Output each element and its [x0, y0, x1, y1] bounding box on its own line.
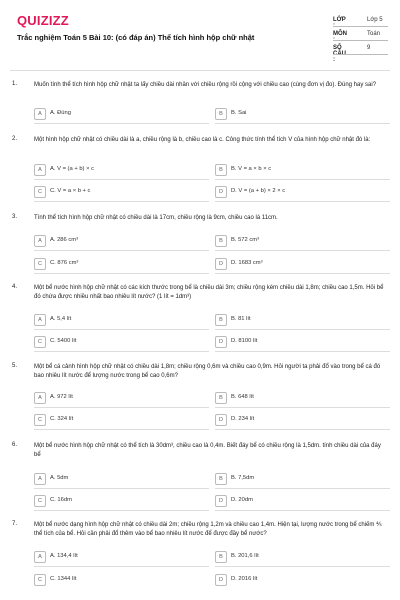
option-text: B. 572 cm³	[231, 237, 260, 243]
option-c[interactable]	[34, 186, 204, 198]
option-letter: C	[34, 258, 46, 270]
option-letter: A	[34, 108, 46, 120]
option-d[interactable]	[215, 186, 385, 198]
meta-divider	[333, 26, 388, 27]
option-d[interactable]	[215, 495, 385, 507]
option-text: C. 16dm	[50, 497, 72, 503]
question-text: Một bể nước hình hộp chữ nhật có các kích thước trong bể là chiều dài 3m; chiều rộng kém chiều dài 1,8m; chiều cao 1,5m. Hỏi bể đó chứa được nhiều nhất bao nhiêu lít nước? (1 lít = 1dm³)	[34, 285, 384, 300]
option-b[interactable]	[215, 314, 385, 326]
option-text: A. 5,4 lít	[50, 316, 72, 322]
option-c[interactable]	[34, 495, 204, 507]
question-number: 5.	[12, 363, 18, 369]
option-letter: A	[34, 473, 46, 485]
option-b[interactable]	[215, 473, 385, 485]
option-a[interactable]	[34, 551, 204, 563]
option-letter: D	[215, 574, 227, 586]
quizizz-logo: QUIZIZZ	[17, 13, 69, 28]
option-a[interactable]	[34, 473, 204, 485]
option-text: A. 134,4 lít	[50, 553, 78, 559]
option-d[interactable]	[215, 574, 385, 586]
option-letter: A	[34, 314, 46, 326]
option-b[interactable]	[215, 164, 385, 176]
option-letter: B	[215, 108, 227, 120]
option-text: A. 972 lít	[50, 394, 73, 400]
question-number: 4.	[12, 284, 18, 290]
question-text: Một bể nước dạng hình hộp chữ nhật có chiều dài 2m; chiều rộng 1,2m và chiều cao 1,4m. Hiện tại, lượng nước trong bể chiếm ⅘ thể tích của bể. Hỏi cần phải đổ thêm vào bể bao nhiêu lít nước để được đầy bể nước?	[34, 522, 382, 537]
quiz-title: Trắc nghiệm Toán 5 Bài 10: (có đáp án) Thể tích hình hộp chữ nhật	[17, 33, 255, 42]
option-a[interactable]	[34, 164, 204, 176]
option-letter: C	[34, 414, 46, 426]
meta-subject-value: Toán	[367, 31, 381, 37]
option-text: B. Sai	[231, 110, 247, 116]
option-letter: A	[34, 551, 46, 563]
option-text: D. 8100 lít	[231, 338, 258, 344]
option-letter: A	[34, 164, 46, 176]
option-d[interactable]	[215, 414, 385, 426]
option-text: B. V = a × b × c	[231, 166, 272, 172]
option-b[interactable]	[215, 108, 385, 120]
option-text: D. 234 lít	[231, 416, 255, 422]
option-text: B. 201,6 lít	[231, 553, 259, 559]
option-text: C. 1344 lít	[50, 576, 77, 582]
option-text: A. V = (a + b) × c	[50, 166, 94, 172]
option-text: C. 324 lít	[50, 416, 74, 422]
option-letter: D	[215, 336, 227, 348]
option-text: D. V = (a + b) × 2 × c	[231, 188, 286, 194]
option-letter: D	[215, 495, 227, 507]
option-text: C. 5400 lít	[50, 338, 77, 344]
option-letter: C	[34, 495, 46, 507]
option-a[interactable]	[34, 392, 204, 404]
meta-count-label: SỐ CÂU :	[333, 45, 346, 63]
meta-divider	[333, 54, 388, 55]
page-header	[0, 0, 400, 72]
option-letter: C	[34, 186, 46, 198]
question-number: 2.	[12, 136, 18, 142]
option-text: B. 7,5dm	[231, 475, 255, 481]
meta-divider	[333, 40, 388, 41]
option-d[interactable]	[215, 336, 385, 348]
option-letter: B	[215, 235, 227, 247]
question-number: 6.	[12, 442, 18, 448]
option-letter: B	[215, 392, 227, 404]
question-text: Tính thể tích hình hộp chữ nhật có chiều dài là 17cm, chiều rộng là 9cm, chiều cao là 11cm.	[34, 215, 278, 221]
question-number: 3.	[12, 214, 18, 220]
question-text: Một hình hộp chữ nhật có chiều dài là a, chiều rộng là b, chiều cao là c. Công thức tính thể tích V của hình hộp chữ nhật đó là:	[34, 137, 371, 143]
question-text: Một bể nước hình hộp chữ nhật có thể tích là 30dm³, chiều cao là 0,4m. Biết đáy bể có chiều rộng là 1,5dm. tính chiều dài của đáy bể	[34, 443, 381, 458]
option-b[interactable]	[215, 235, 385, 247]
option-letter: D	[215, 258, 227, 270]
option-text: D. 20dm	[231, 497, 253, 503]
option-a[interactable]	[34, 235, 204, 247]
option-letter: B	[215, 314, 227, 326]
option-text: D. 1683 cm³	[231, 260, 263, 266]
option-letter: C	[34, 336, 46, 348]
option-letter: B	[215, 473, 227, 485]
option-text: C. V = a × b + c	[50, 188, 91, 194]
question-number: 7.	[12, 521, 18, 527]
meta-subject-label: MÔN :	[333, 31, 347, 43]
option-text: A. 5dm	[50, 475, 69, 481]
option-text: C. 876 cm³	[50, 260, 79, 266]
option-text: A. Đúng	[50, 110, 71, 116]
option-c[interactable]	[34, 574, 204, 586]
option-a[interactable]	[34, 314, 204, 326]
option-letter: D	[215, 186, 227, 198]
option-a[interactable]	[34, 108, 204, 120]
question-text: Một bể cá cảnh hình hộp chữ nhật có chiều dài 1,8m; chiều rộng 0,6m và chiều cao 0,9m. Hỏi người ta phải đổ vào trong bể cá đó bao nhiêu lít nước để lượng nước trong bể cao 0,6m?	[34, 364, 381, 379]
option-text: B. 648 lít	[231, 394, 254, 400]
option-letter: B	[215, 551, 227, 563]
meta-grade-value: Lớp 5	[367, 17, 383, 23]
option-text: D. 2016 lít	[231, 576, 258, 582]
option-letter: A	[34, 235, 46, 247]
option-c[interactable]	[34, 336, 204, 348]
option-b[interactable]	[215, 551, 385, 563]
header-divider	[10, 70, 390, 71]
question-text: Muốn tính thể tích hình hộp chữ nhật ta lấy chiều dài nhân với chiều rộng rồi cộng với chiều cao (cùng đơn vị đo). Đúng hay sai?	[34, 82, 377, 88]
option-letter: A	[34, 392, 46, 404]
option-letter: B	[215, 164, 227, 176]
meta-count-value: 9	[367, 45, 371, 51]
meta-grade-label: LỚP :	[333, 17, 346, 29]
option-d[interactable]	[215, 258, 385, 270]
option-b[interactable]	[215, 392, 385, 404]
option-letter: D	[215, 414, 227, 426]
option-c[interactable]	[34, 258, 204, 270]
option-text: A. 286 cm³	[50, 237, 79, 243]
option-letter: C	[34, 574, 46, 586]
option-c[interactable]	[34, 414, 204, 426]
option-text: B. 81 lít	[231, 316, 251, 322]
question-number: 1.	[12, 81, 18, 87]
